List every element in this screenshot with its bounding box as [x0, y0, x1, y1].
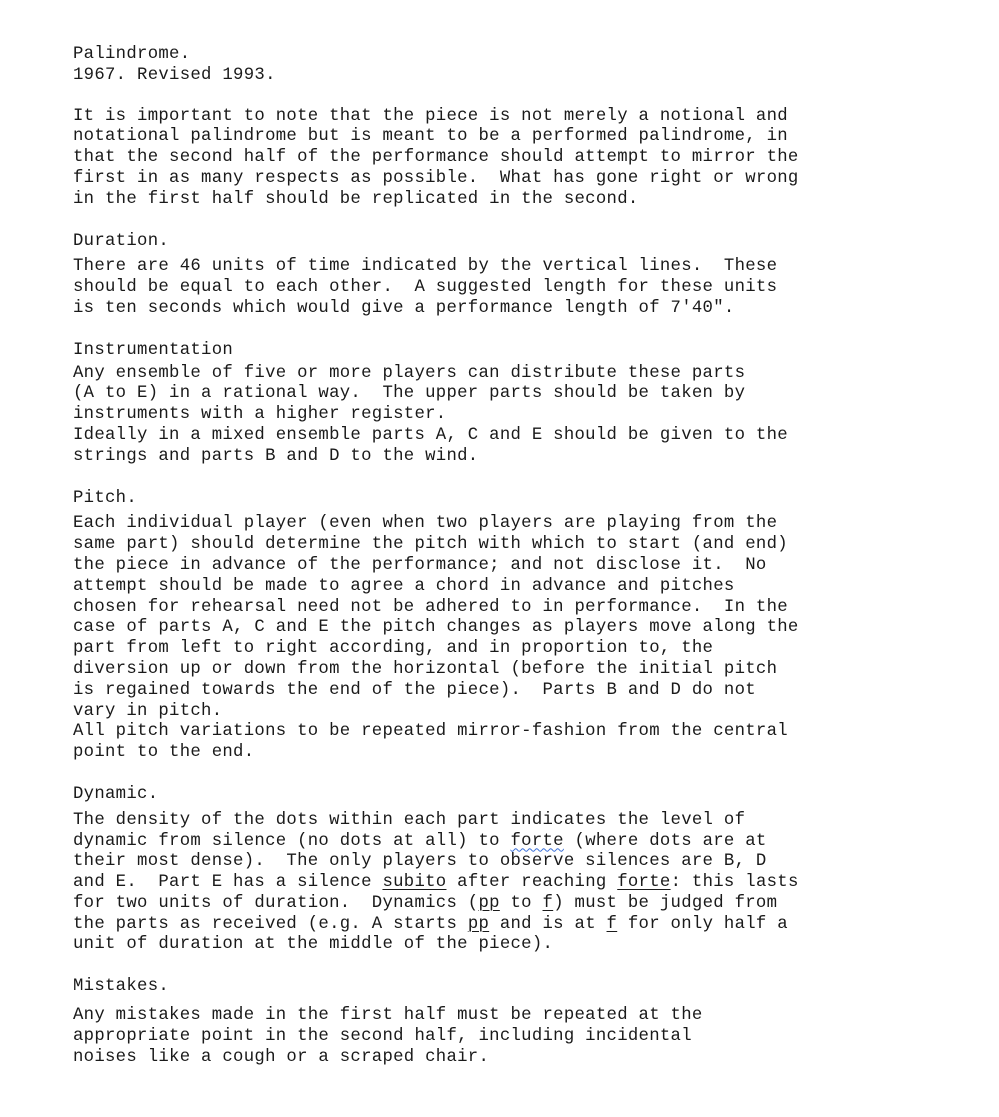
text-run: dynamic from silence (no dots at all) to — [73, 831, 511, 851]
dynamic-title: Dynamic. — [73, 784, 159, 804]
pitch-line: vary in pitch. — [73, 701, 223, 721]
text-run: the parts as received (e.g. A starts — [73, 914, 468, 934]
pp-term: pp — [467, 914, 490, 934]
document-page — [73, 45, 973, 1089]
instrumentation-line: Any ensemble of five or more players can distribute these parts — [73, 363, 746, 383]
text-run: : this lasts — [670, 873, 799, 893]
mistakes-section — [73, 977, 973, 1068]
pitch-line: chosen for rehearsal need not be adhered to in performance. In the — [73, 597, 788, 617]
instrumentation-line: Ideally in a mixed ensemble parts A, C and E should be given to the — [73, 425, 788, 445]
text-run: and E. Part E has a silence — [73, 873, 383, 893]
instrumentation-line: (A to E) in a rational way. The upper parts should be taken by — [73, 384, 746, 404]
pitch-line: is regained towards the end of the piece). Parts B and D do not — [73, 680, 756, 700]
pitch-line: attempt should be made to agree a chord in advance and pitches — [73, 576, 735, 596]
pitch-section — [73, 489, 973, 764]
text-run: after reaching — [446, 873, 618, 893]
intro-line: first in as many respects as possible. What has gone right or wrong — [73, 168, 799, 188]
dynamic-line — [73, 873, 973, 894]
mistakes-line: Any mistakes made in the first half must be repeated at the — [73, 1006, 703, 1026]
forte-term: forte — [617, 873, 671, 893]
dynamic-line: unit of duration at the middle of the piece). — [73, 935, 554, 955]
intro-paragraph — [73, 107, 973, 211]
pitch-line: Each individual player (even when two players are playing from the — [73, 514, 778, 534]
document-date: 1967. Revised 1993. — [73, 65, 276, 85]
pitch-line: All pitch variations to be repeated mirror-fashion from the central — [73, 722, 788, 742]
duration-line: is ten seconds which would give a performance length of 7'40". — [73, 298, 735, 318]
text-run: and is at — [489, 914, 607, 934]
duration-line: should be equal to each other. A suggested length for these units — [73, 278, 778, 298]
text-run: to — [499, 893, 543, 913]
dynamic-line — [73, 894, 973, 915]
text-run: ) must be judged from — [553, 893, 778, 913]
pp-term: pp — [478, 893, 500, 913]
intro-line: that the second half of the performance should attempt to mirror the — [73, 148, 799, 168]
duration-line: There are 46 units of time indicated by the vertical lines. These — [73, 257, 778, 277]
dynamic-line — [73, 832, 973, 853]
duration-title: Duration. — [73, 231, 170, 251]
instrumentation-section — [73, 341, 973, 468]
pitch-line: same part) should determine the pitch with which to start (and end) — [73, 535, 788, 555]
text-run: for only half a — [617, 914, 788, 934]
pitch-title: Pitch. — [73, 488, 138, 508]
instrumentation-line: strings and parts B and D to the wind. — [73, 446, 479, 466]
pitch-line: case of parts A, C and E the pitch changes as players move along the — [73, 618, 799, 638]
forte-term: forte — [510, 831, 564, 851]
intro-line: notational palindrome but is meant to be a performed palindrome, in — [73, 127, 788, 147]
intro-line: in the first half should be replicated in the second. — [73, 189, 639, 209]
document-header — [73, 45, 973, 87]
instrumentation-line: instruments with a higher register. — [73, 405, 447, 425]
intro-line: It is important to note that the piece is not merely a notional and — [73, 106, 788, 126]
pitch-line: part from left to right according, and in proportion to, the — [73, 639, 714, 659]
instrumentation-title: Instrumentation — [73, 340, 234, 360]
dynamic-line: their most dense). The only players to observe silences are B, D — [73, 852, 767, 872]
dynamic-line: The density of the dots within each part indicates the level of — [73, 810, 746, 830]
text-run: for two units of duration. Dynamics ( — [73, 893, 479, 913]
mistakes-title: Mistakes. — [73, 977, 170, 997]
dynamic-line — [73, 915, 973, 936]
f-term: f — [606, 914, 618, 934]
document-title: Palindrome. — [73, 45, 191, 64]
mistakes-line: noises like a cough or a scraped chair. — [73, 1047, 490, 1067]
pitch-line: diversion up or down from the horizontal (before the initial pitch — [73, 659, 778, 679]
duration-section — [73, 232, 973, 320]
pitch-line: point to the end. — [73, 743, 255, 763]
f-term: f — [542, 893, 554, 913]
pitch-line: the piece in advance of the performance; and not disclose it. No — [73, 555, 767, 575]
dynamic-section — [73, 785, 973, 956]
subito-term: subito — [382, 873, 447, 893]
text-run: (where dots are at — [563, 831, 767, 851]
mistakes-line: appropriate point in the second half, including incidental — [73, 1026, 692, 1046]
